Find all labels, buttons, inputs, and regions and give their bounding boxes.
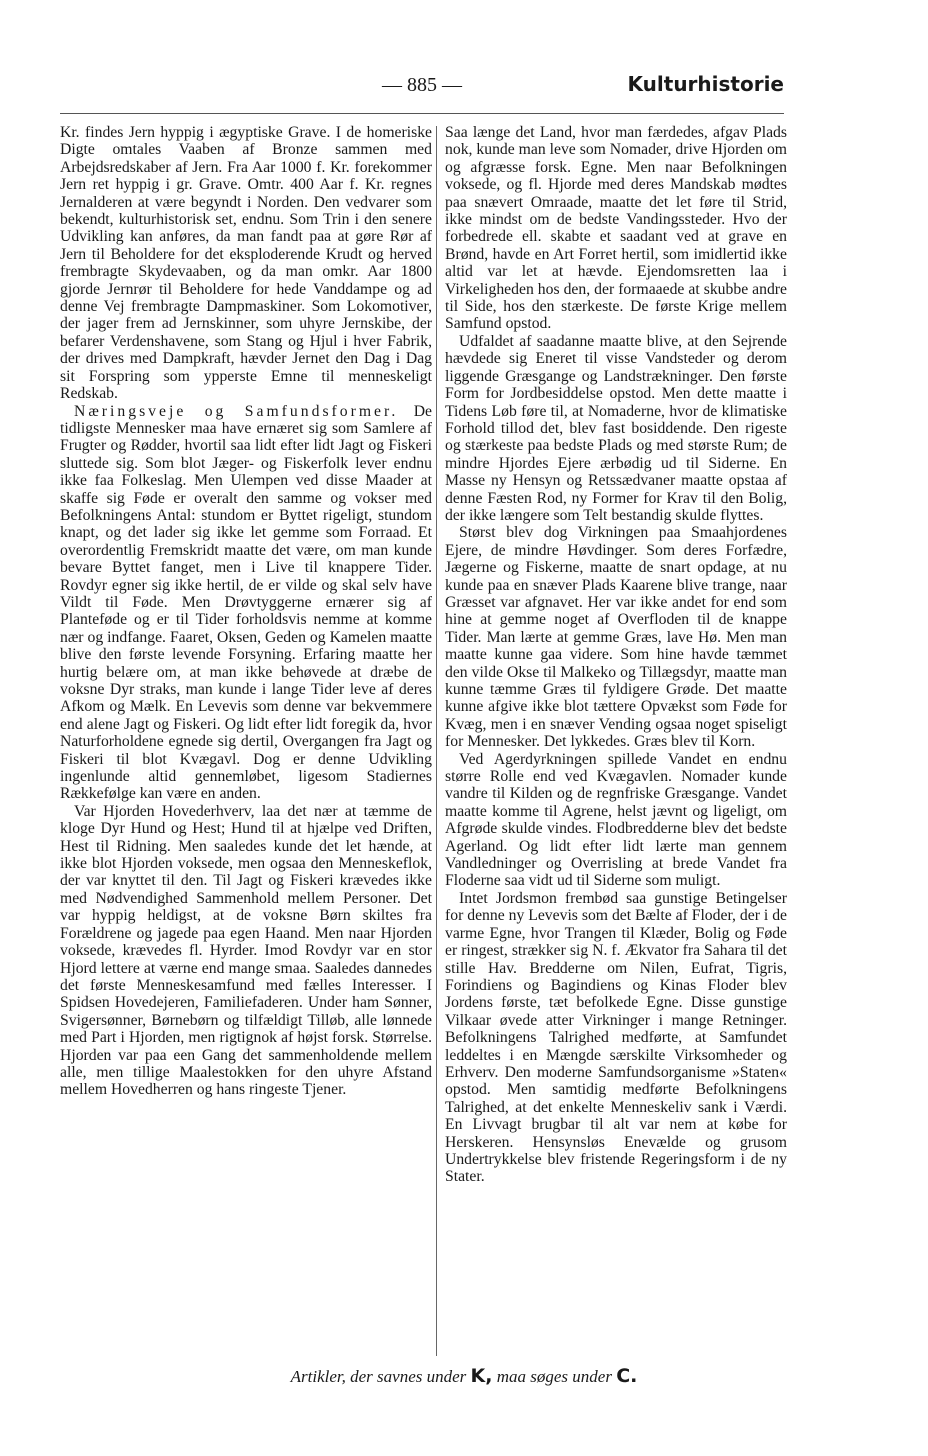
paragraph: Saa længe det Land, hvor man færdedes, afgav Plads nok, kunde man leve som Nomader, drive Hjorden om og afgræsse forsk. Egne. Men naar Befolkningen voksede, og fl. Hjorde med deres Mandskab mødtes paa snævert Omraade, maatte det let føre til Strid, ikke mindst om de bedste Vandingssteder. Hvo der forbedrede ell. skabte et saadant ved at grave en Brønd, havde en Art Forret hertil, som imidlertid ikke altid var let at hævde. Ejendomsretten laa i Virkeligheden hos den, der formaaede at skubbe andre til Side, hos den stærkeste. De første Krige mellem Samfund opstod.: [445, 124, 787, 333]
page-number: — 885 —: [382, 74, 462, 96]
header-rule: [60, 113, 784, 114]
right-column: [445, 124, 787, 1356]
spaced-heading: Næringsveje og Samfundsformer.: [74, 402, 399, 420]
footer-note: [0, 1365, 928, 1387]
paragraph: Kr. findes Jern hyppig i ægyptiske Grave. I de homeriske Digte omtales Vaaben af Bronze sammen med Arbejdsredskaber af Jern. Fra Aar 1000 f. Kr. forekommer Jern ret hyppig i gr. Grave. Omtr. 400 Aar f. Kr. regnes Jernalderen at være begyndt i Norden. Den vedvarer som bekendt, kulturhistorisk set, endnu. Som Trin i den senere Udvikling kan anføres, da man fandt paa at gøre Rør af Jern til Beholdere for det eksploderende Krudt og herved frembragte Skydevaaben, og da man omkr. Aar 1800 gjorde Jernrør til Beholdere for hede Vanddampe og ad denne Vej frembragte Dampmaskiner. Som Lokomotiver, der jager frem ad Jernskinner, som uhyre Jernskibe, der befarer Verdenshavene, som Stang og Hjul i hver Fabrik, der drives med Dampkraft, hævder Jernet den Dag i Dag sit Forspring som ypperste Emne til menneskeligt Redskab.: [60, 124, 432, 403]
column-divider: [436, 126, 437, 1356]
paragraph: Udfaldet af saadanne maatte blive, at den Sejrende hævdede sig Eneret til visse Vandsteder og derom liggende Græsgange og Landstrækninger. Den første Form for Jordbesiddelse opstod. Men dette maatte i Tidens Løb føre til, at Nomaderne, hvor de klimatiske Forhold tillod det, blev fast bosiddende. Den rigeste og stærkeste paa bedste Plads og med største Rum; de mindre Hjordes Ejere ærbødig ud til Siderne. En Masse ny Hensyn og Retssædvaner maatte opstaa af denne Fæsten Rod, ny Former for Krav til den Bolig, der ikke længere som Telt bestandig skulde flyttes.: [445, 332, 787, 524]
section-title: Kulturhistorie: [627, 72, 784, 96]
paragraph: [60, 403, 432, 803]
page-header: [60, 72, 784, 102]
paragraph: Intet Jordsmon frembød saa gunstige Betingelser for denne ny Levevis som det Bælte af Floder, der i de varme Egne, hvor Trangen til Klæder, Bolig og Føde er ringest, strækker sig N. f. Ækvator fra Sahara til det stille Hav. Bredderne om Nilen, Eufrat, Tigris, Forindiens og Bagindiens og Kinas Floder blev Jordens første, tæt befolkede Egne. Disse gunstige Vilkaar øvede atter Virkninger i mange Retninger. Befolkningens Talrighed medførte, at Samfundet leddeltes i en Mængde særskilte Virksomheder og Erhverv. Den moderne Samfundsorganisme »Staten« opstod. Men samtidig medførte Befolkningens Talrighed, at det enkelte Menneskeliv sank i Værdi. En Livvagt brugbar til alt var nem at købe for Herskeren. Hensynsløs Enevælde og grusom Undertrykkelse blev fristende Regeringsform i de ny Stater.: [445, 889, 787, 1186]
footer-text-middle: maa søges under: [492, 1367, 617, 1386]
footer-letter-k: K,: [470, 1365, 493, 1387]
paragraph-body: De tidligste Mennesker maa have ernæret sig som Samlere af Frugter og Rødder, hvortil saa lidt efter lidt Jagt og Fiskeri sluttede sig. Som blot Jæger- og Fiskerfolk lever endnu ikke faa Folkeslag. Men Ulempen ved disse Maader at skaffe sig Føde er overalt den samme og vokser med Befolkningens Antal: stundom er Byttet rigeligt, stundom knapt, og det lader sig ikke let gemme som Forraad. Et overordentlig Fremskridt maatte det være, om man kunde bevare Byttet fanget, men i Live til knappere Tider. Rovdyr egner sig ikke hertil, de er vilde og skal selv have Vildt til Føde. Men Drøvtyggerne ernærer sig af Planteføde og er til Tider forholdsvis nemme at komme nær og indfange. Faaret, Oksen, Geden og Kamelen maatte blive den første levende Forsyning. Erfaring maatte her hurtig belære om, at man ikke behøvede at dræbe de voksne Dyr straks, man kunde i lange Tider leve af deres Afkom og Mælk. En Levevis som denne var bekvemmere end alene Jagt og Fiskeri. Og lidt efter lidt foregik da, hvor Naturforholdene egnede sig dertil, Overgangen fra Jagt og Fiskeri til blot Kvægavl. Dog er denne Udvikling ingenlunde altid gennemløbet, ligesom Stadiernes Rækkefølge kan være en anden.: [60, 402, 432, 803]
left-column: [60, 124, 432, 1356]
footer-letter-c: C.: [616, 1365, 638, 1387]
footer-text: Artikler, der savnes under: [290, 1367, 471, 1386]
paragraph: Ved Agerdyrkningen spillede Vandet en endnu større Rolle end ved Kvægavlen. Nomader kunde vandre til Kilden og de regnfriske Græsgange. Vandet maatte komme til Agrene, helst jævnt og ligeligt, om Afgrøde skulde vindes. Flodbredderne blev det bedste Agerland. Og lidt efter lidt lærte man gennem Vandledninger og Overrisling at brede Vandet fra Floderne saa vidt ud til Siderne som muligt.: [445, 750, 787, 890]
paragraph: Var Hjorden Hovederhverv, laa det nær at tæmme de kloge Dyr Hund og Hest; Hund til at hjælpe ved Driften, Hest til Ridning. Men saaledes kunde det let hænde, at ikke blot Hjorden voksede, men ogsaa den Menneskeflok, der var knyttet til den. Til Jagt og Fiskeri krævedes ikke med Nødvendighed Sammenhold mellem Personer. Det var hyppig heldigst, at de voksne Børn skiltes fra Forældrene og jagede paa egen Haand. Men naar Hjorden voksede, krævedes fl. Hyrder. Imod Rovdyr var en stor Hjord lettere at værne end mange smaa. Saaledes dannedes det første Menneskesamfund med fælles Interesser. I Spidsen Hovedejeren, Familiefaderen. Under ham Sønner, Svigersønner, Børnebørn og tilfældigt Tilløb, alle lønnede med Part i Hjorden, men rigtignok af højst forsk. Størrelse. Hjorden var paa een Gang det sammenholdende mellem alle, men tillige Maalestokken for den uhyre Afstand mellem Hovedherren og hans ringeste Tjener.: [60, 802, 432, 1099]
paragraph: Størst blev dog Virkningen paa Smaahjordenes Ejere, de mindre Høvdinger. Som deres Forfædre, Jægerne og Fiskerne, maatte de snart opdage, at nu kunde paa en snæver Plads Kaarene blive trange, naar Græsset var afgnavet. Her var ikke andet for end som hine at gemme noget af Overfloden til de knappe Tider. Man lærte at gemme Græs, lave Hø. Men man maatte kunne gaa videre. Som hine havde tæmmet den vilde Okse til Malkeko og Tillægsdyr, maatte man kunne tæmme Græs til fyldigere Grøde. Det maatte kunne afgive ikke blot tættere Opvækst som Føde for Kvæg, men i en snæver Vending ogsaa noget spiseligt for Mennesker. Det lykkedes. Græs blev til Korn.: [445, 524, 787, 751]
